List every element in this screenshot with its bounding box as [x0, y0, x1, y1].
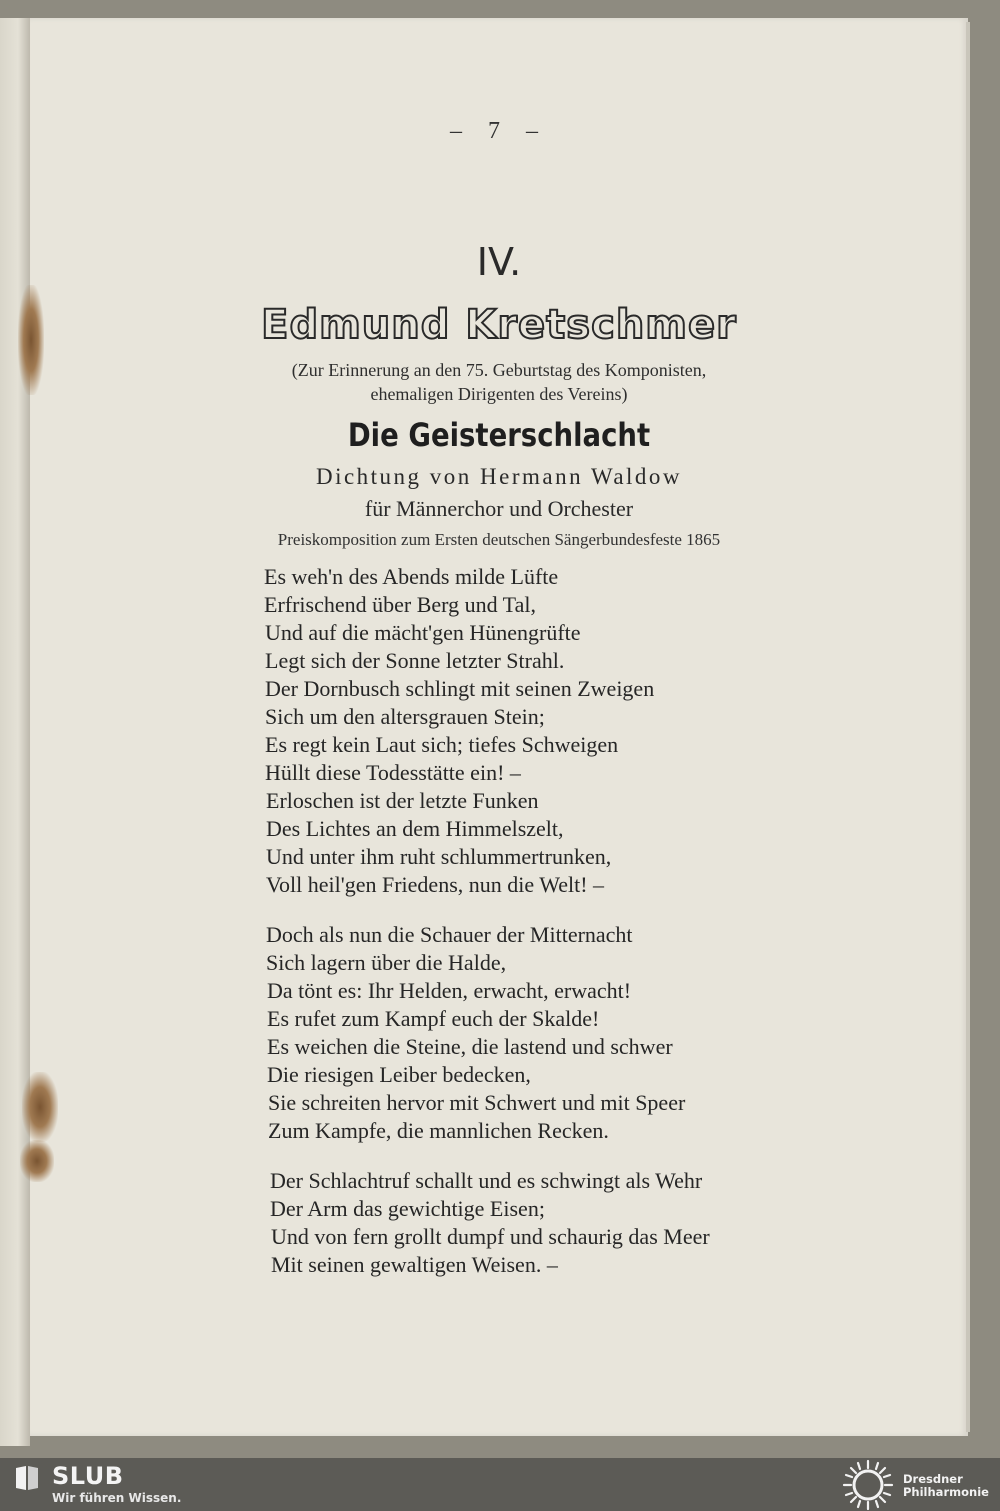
library-tagline: Wir führen Wissen. — [52, 1491, 182, 1505]
verse-line: Zum Kampfe, die mannlichen Recken. — [268, 1118, 609, 1143]
verse-line: Erfrischend über Berg und Tal, — [264, 592, 536, 617]
poet-credit: Dichtung von Hermann Waldow — [315, 464, 683, 489]
partner-name-line-1: Dresdner — [903, 1472, 963, 1486]
verse-line: Die riesigen Leiber bedecken, — [267, 1062, 531, 1087]
verse-line: Der Arm das gewichtige Eisen; — [270, 1196, 545, 1221]
verse-line: Sie schreiten hervor mit Schwert und mit Speer — [268, 1090, 686, 1115]
page-number: – 7 – — [450, 118, 548, 144]
verse-line: Da tönt es: Ihr Helden, erwacht, erwacht! — [267, 978, 632, 1003]
dedication-note-line-2: ehemaligen Dirigenten des Vereins) — [370, 384, 628, 404]
footer-bar — [0, 1458, 1000, 1508]
verse-line: Doch als nun die Schauer der Mitternacht — [266, 922, 633, 947]
verse-line: Erloschen ist der letzte Funken — [266, 788, 539, 813]
scoring-line: für Männerchor und Orchester — [364, 496, 634, 521]
verse-line: Der Schlachtruf schallt und es schwingt als Wehr — [270, 1168, 703, 1193]
verse-line: Hüllt diese Todesstätte ein! – — [265, 760, 521, 785]
verse-line: Sich um den altersgrauen Stein; — [265, 704, 545, 729]
verse-line: Des Lichtes an dem Himmelszelt, — [266, 816, 564, 841]
verse-line: Sich lagern über die Halde, — [266, 950, 507, 975]
sunburst-logo-icon — [842, 1459, 894, 1511]
verse-line: Mit seinen gewaltigen Weisen. – — [271, 1252, 558, 1277]
verse-line: Der Dornbusch schlingt mit seinen Zweigen — [265, 676, 655, 701]
verse-line: Es weichen die Steine, die lastend und schwer — [267, 1034, 673, 1059]
verse-line: Und auf die mächt'gen Hünengrüfte — [265, 620, 581, 645]
composer-name: Edmund Kretschmer — [261, 302, 737, 348]
prize-note: Preiskomposition zum Ersten deutschen Sängerbundesfeste 1865 — [277, 530, 721, 549]
verse-line: Und von fern grollt dumpf und schaurig das Meer — [271, 1224, 710, 1249]
document-content — [30, 18, 968, 1436]
partner-name-line-2: Philharmonie — [903, 1485, 989, 1499]
book-logo-icon — [14, 1464, 40, 1492]
library-name: SLUB — [52, 1462, 124, 1490]
verse-line: Voll heil'gen Friedens, nun die Welt! – — [266, 872, 605, 897]
verse-line: Legt sich der Sonne letzter Strahl. — [265, 648, 565, 673]
work-title: Die Geisterschlacht — [347, 416, 651, 454]
verse-line: Und unter ihm ruht schlummertrunken, — [266, 844, 612, 869]
dedication-note-line-1: (Zur Erinnerung an den 75. Geburtstag des Komponisten, — [291, 360, 707, 380]
verse-line: Es rufet zum Kampf euch der Skalde! — [267, 1006, 600, 1031]
verse-line: Es weh'n des Abends milde Lüfte — [264, 564, 559, 589]
verse-line: Es regt kein Laut sich; tiefes Schweigen — [265, 732, 619, 757]
section-numeral: IV. — [476, 240, 522, 284]
facing-page-edge — [0, 18, 30, 1446]
partner-name — [903, 1473, 989, 1499]
